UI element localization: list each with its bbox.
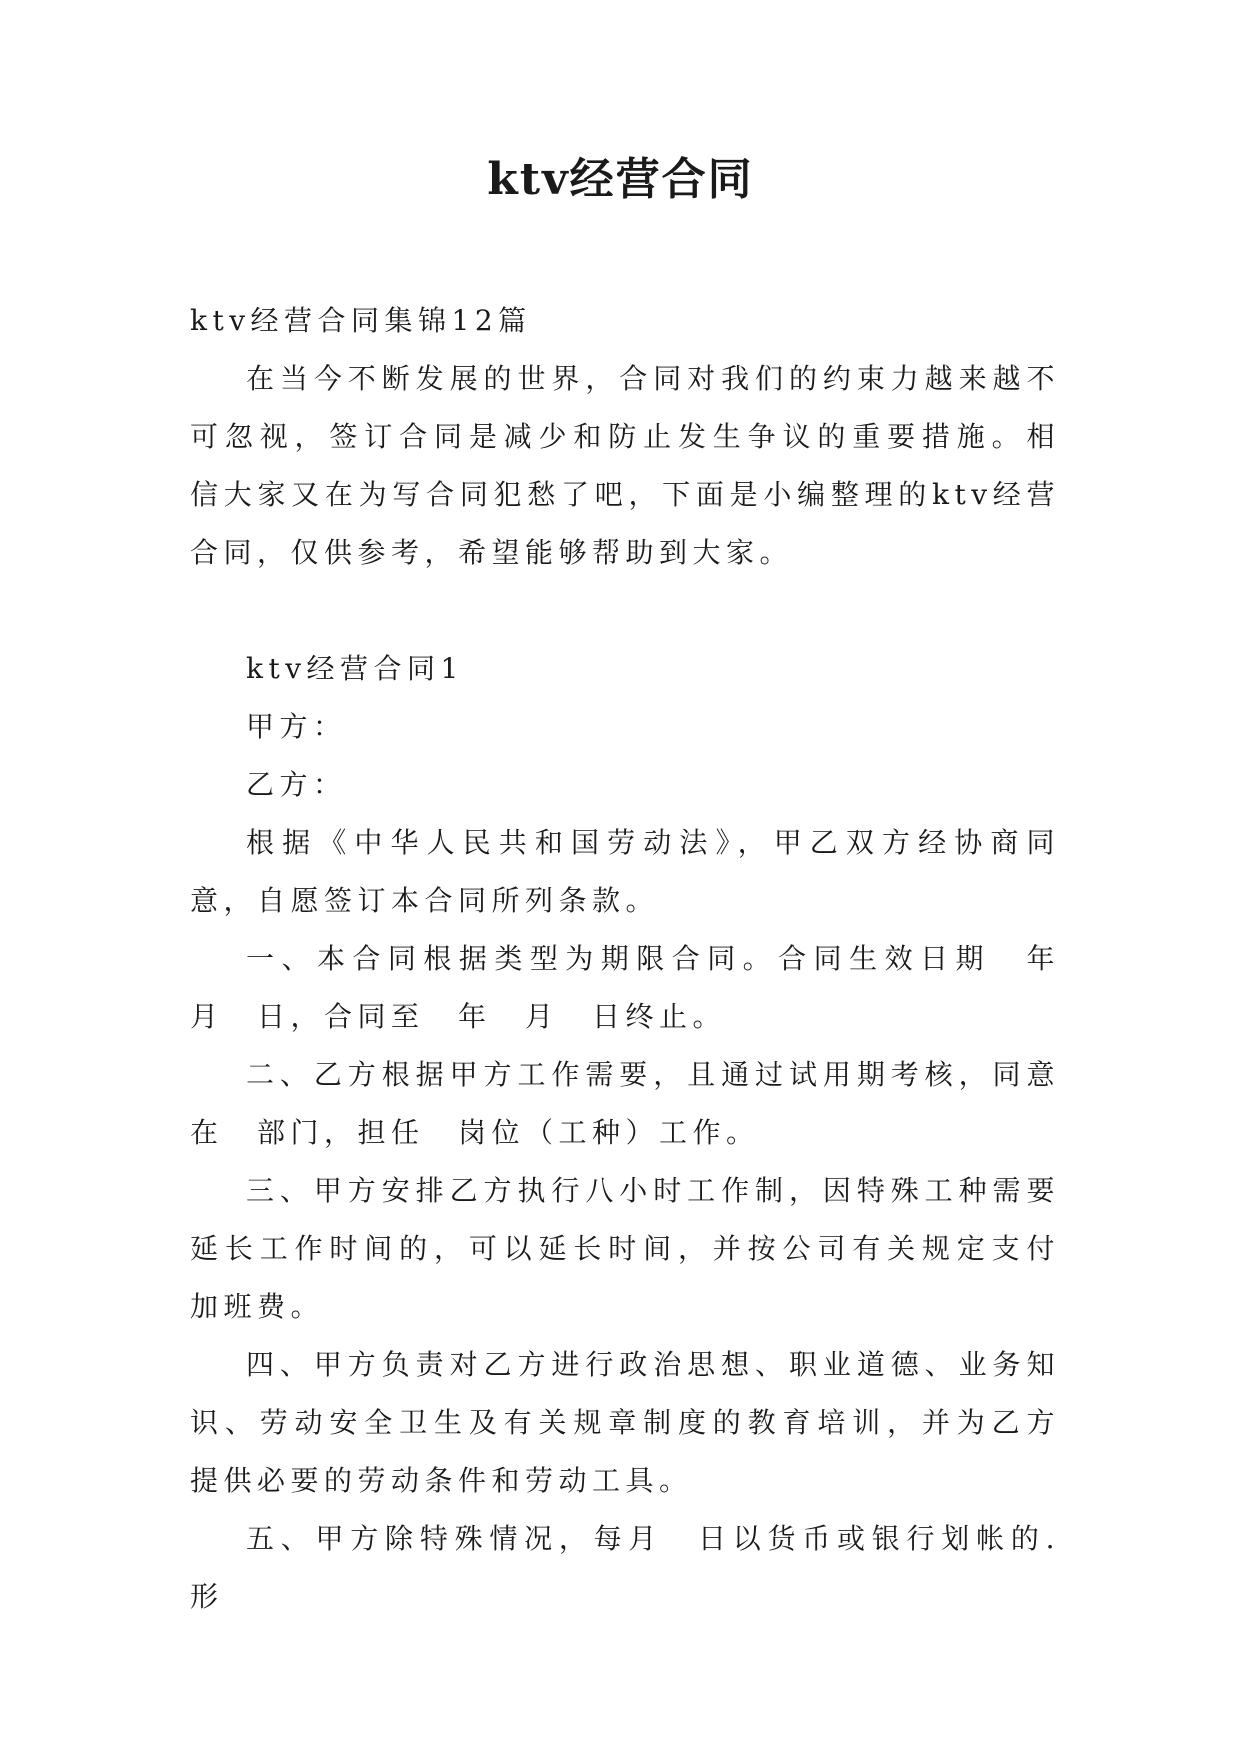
intro-paragraph: 在当今不断发展的世界，合同对我们的约束力越来越不可忽视，签订合同是减少和防止发生争议的重要措施。相信大家又在为写合同犯愁了吧，下面是小编整理的ktv经营合同，仅供参考，希望能够帮助到大家。 (190, 362, 1060, 569)
section-heading: ktv经营合同1 (246, 652, 464, 685)
clause-paragraph: 一、本合同根据类型为期限合同。合同生效日期 年 月 日，合同至 年 月 日终止。 (190, 942, 1094, 1033)
party-a-line: 甲方： (246, 710, 347, 743)
document-body (190, 292, 1094, 1626)
clause-paragraph: 四、甲方负责对乙方进行政治思想、职业道德、业务知识、劳动安全卫生及有关规章制度的教育培训，并为乙方提供必要的劳动条件和劳动工具。 (190, 1348, 1060, 1497)
document-title: ktv经营合同 (487, 154, 754, 205)
clause-paragraph: 二、乙方根据甲方工作需要，且通过试用期考核，同意在 部门，担任 岗位（工种）工作。 (190, 1058, 1060, 1149)
preamble-paragraph: 根据《中华人民共和国劳动法》，甲乙双方经协商同意，自愿签订本合同所列条款。 (190, 826, 1060, 917)
party-b-line: 乙方： (246, 768, 347, 801)
clause-paragraph: 五、甲方除特殊情况，每月 日以货币或银行划帐的.形 (190, 1522, 1060, 1613)
subtitle: ktv经营合同集锦12篇 (190, 304, 532, 337)
paragraph-spacer (190, 582, 1060, 640)
clause-paragraph: 三、甲方安排乙方执行八小时工作制，因特殊工种需要延长工作时间的，可以延长时间，并按公司有关规定支付加班费。 (190, 1174, 1060, 1323)
